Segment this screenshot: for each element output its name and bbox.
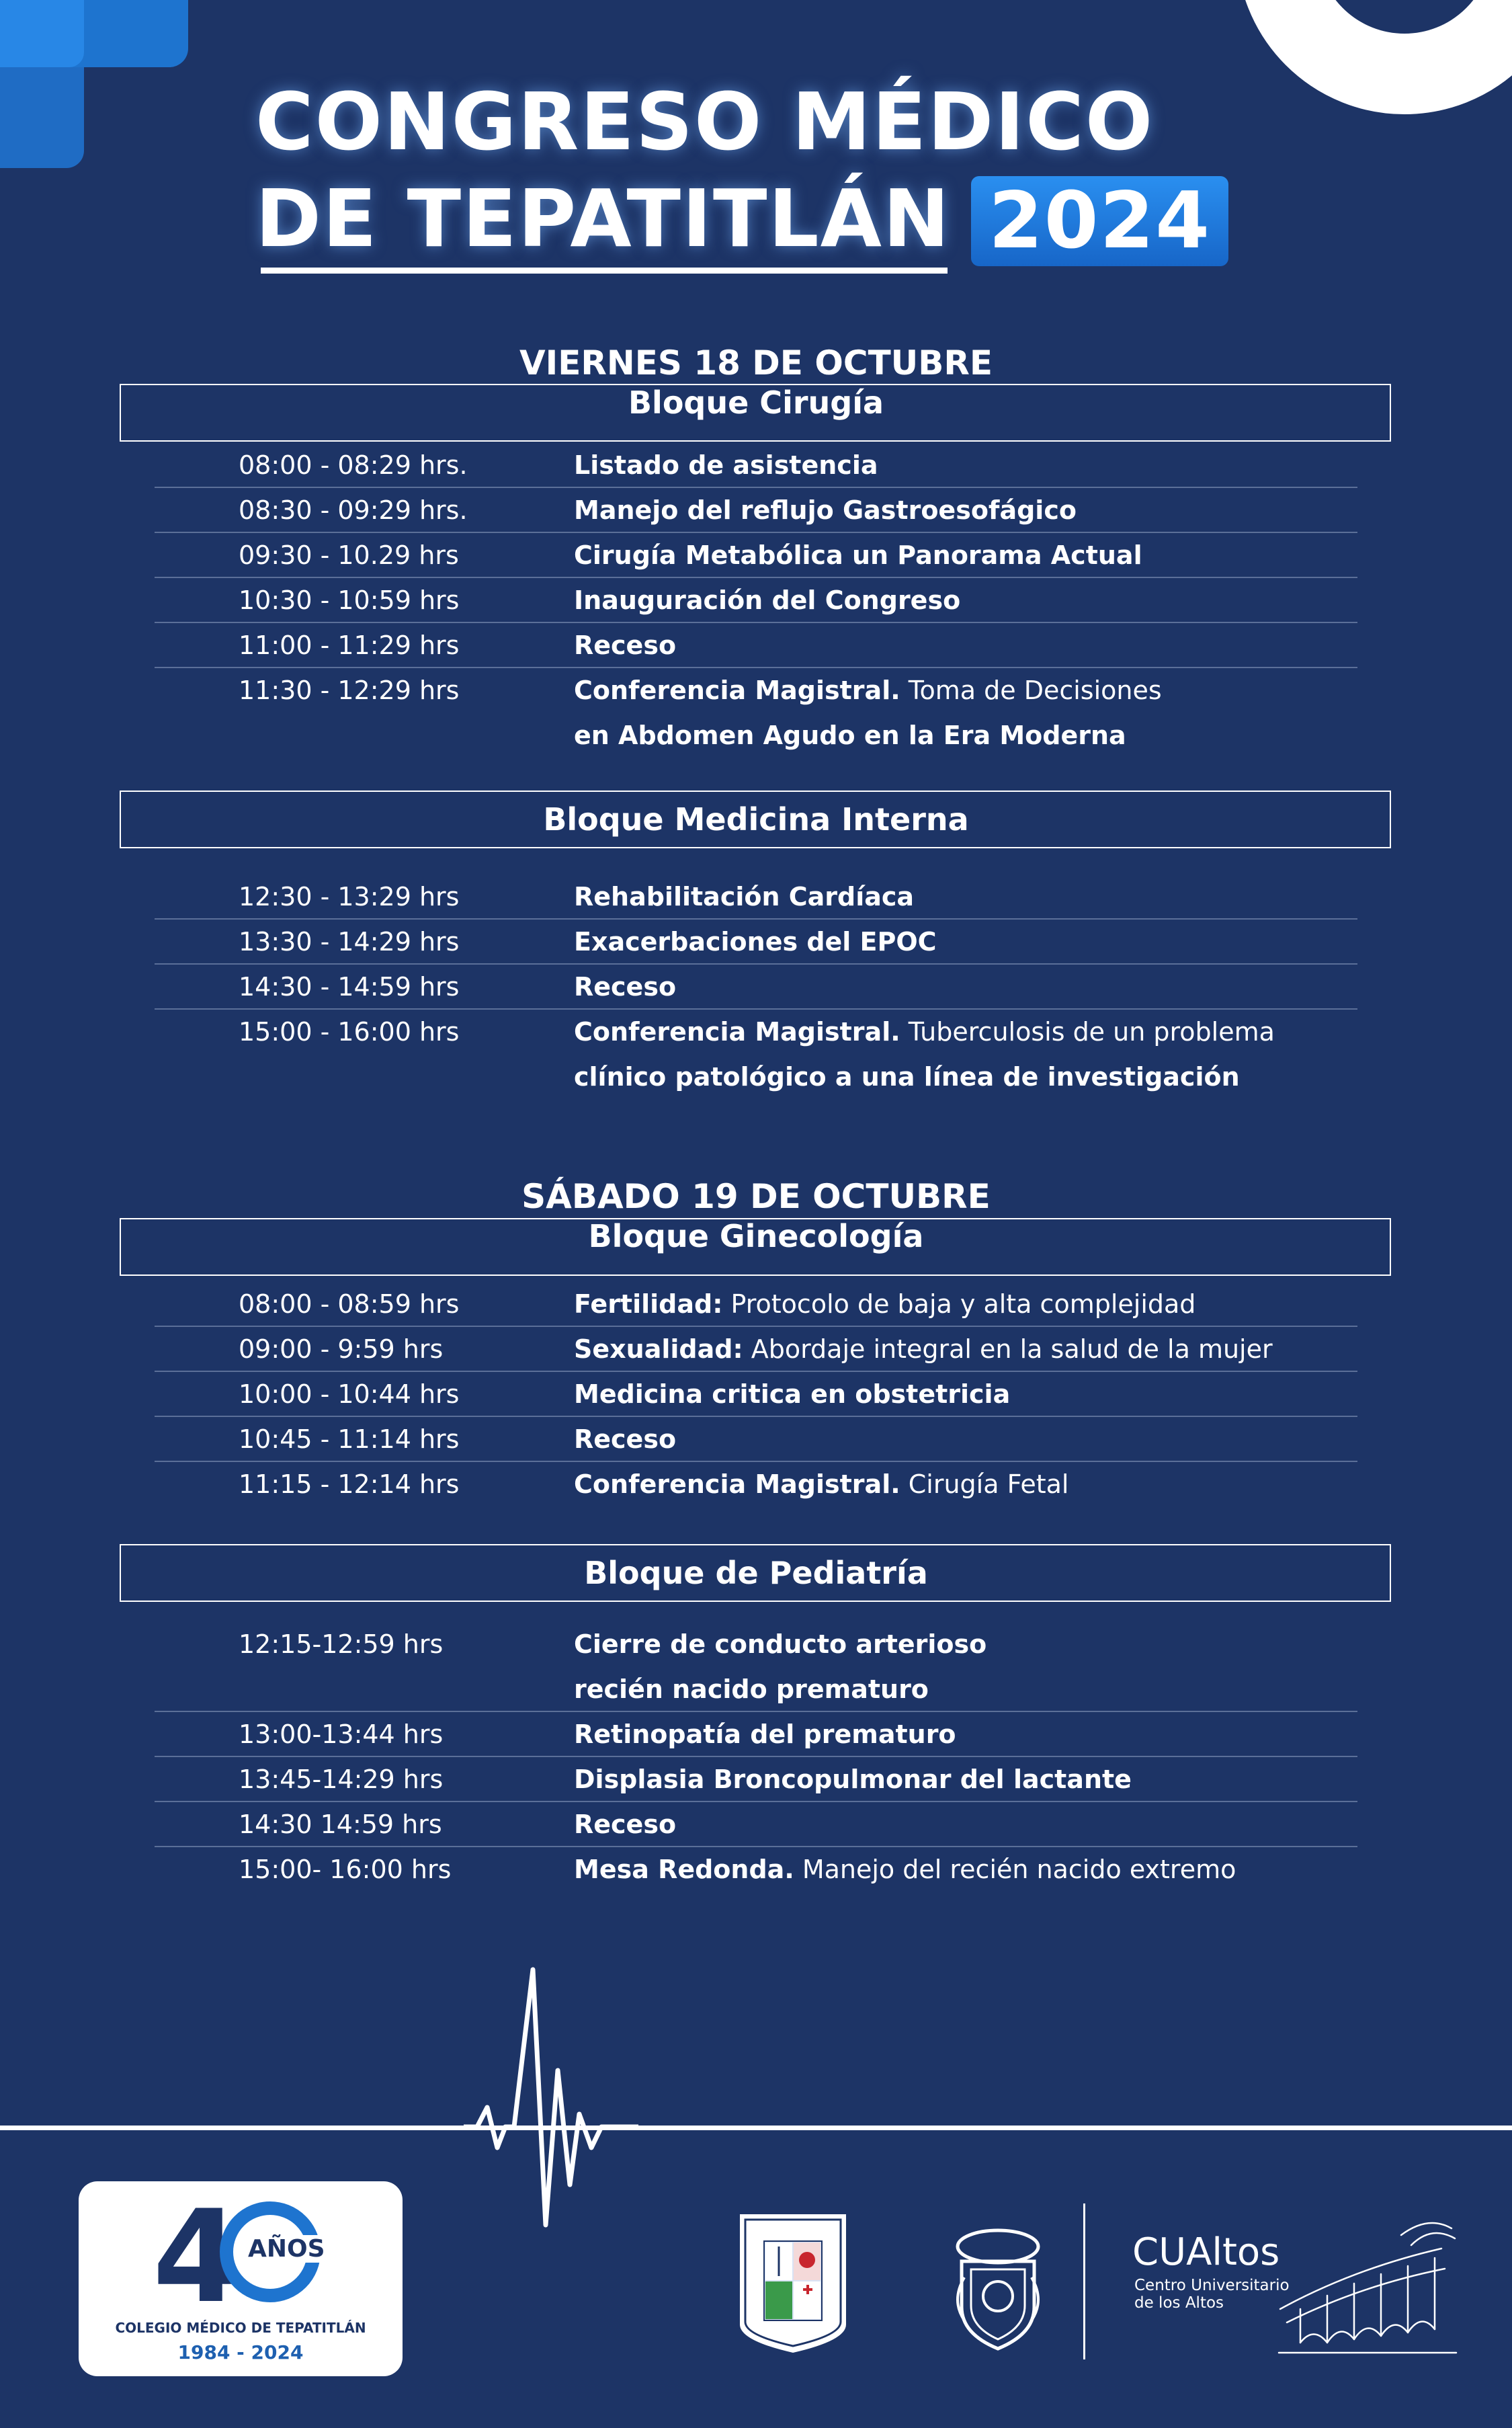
cualtos-subtitle: Centro Universitario bbox=[1134, 2277, 1290, 2294]
corner-square-decoration bbox=[0, 0, 84, 67]
schedule-row bbox=[155, 1462, 1357, 1507]
anniversary-label: COLEGIO MÉDICO DE TEPATITLÁN bbox=[115, 2320, 366, 2336]
udg-crest-icon bbox=[944, 2226, 1052, 2354]
row-talk: Rehabilitación Cardíaca bbox=[574, 882, 915, 912]
schedule-row bbox=[155, 1372, 1357, 1417]
row-time: 13:45-14:29 hrs bbox=[239, 1765, 444, 1794]
row-time: 08:00 - 08:59 hrs bbox=[239, 1289, 460, 1319]
schedule-row bbox=[155, 965, 1357, 1010]
row-time: 11:15 - 12:14 hrs bbox=[239, 1469, 460, 1499]
day-title: VIERNES 18 DE OCTUBRE bbox=[519, 343, 993, 382]
schedule-row bbox=[155, 920, 1357, 965]
row-talk: Fertilidad: Protocolo de baja y alta complejidad bbox=[574, 1289, 1196, 1319]
row-talk: Exacerbaciones del EPOC bbox=[574, 927, 937, 957]
heartbeat-icon bbox=[464, 1963, 638, 2232]
corner-ring-decoration bbox=[1236, 0, 1512, 114]
row-time: 13:00-13:44 hrs bbox=[239, 1719, 444, 1749]
schedule-row bbox=[155, 1417, 1357, 1462]
row-talk: Cierre de conducto arterioso recién nacido prematuro bbox=[574, 1629, 987, 1704]
schedule-row bbox=[155, 578, 1357, 623]
row-talk: Conferencia Magistral. Tuberculosis de un problema clínico patológico a una línea de investigación bbox=[574, 1017, 1275, 1092]
row-talk: Receso bbox=[574, 1424, 677, 1454]
schedule-row bbox=[155, 1622, 1357, 1712]
schedule-row bbox=[155, 1282, 1357, 1327]
schedule-row bbox=[155, 623, 1357, 668]
row-time: 15:00 - 16:00 hrs bbox=[239, 1017, 460, 1047]
row-time: 10:45 - 11:14 hrs bbox=[239, 1424, 460, 1454]
row-talk: Inauguración del Congreso bbox=[574, 585, 961, 615]
row-talk: Mesa Redonda. Manejo del recién nacido extremo bbox=[574, 1855, 1236, 1884]
schedule-row bbox=[155, 533, 1357, 578]
row-time: 08:30 - 09:29 hrs. bbox=[239, 495, 468, 525]
row-talk: Receso bbox=[574, 1810, 677, 1839]
cualtos-building-icon bbox=[1273, 2208, 1462, 2363]
schedule-row bbox=[155, 875, 1357, 920]
row-time: 11:00 - 11:29 hrs bbox=[239, 631, 460, 660]
block-title: Bloque Cirugía bbox=[628, 385, 884, 421]
block-title: Bloque Medicina Interna bbox=[543, 801, 969, 838]
logo-divider bbox=[1083, 2203, 1085, 2359]
schedule-row bbox=[155, 1010, 1357, 1100]
poster-title-line1: CONGRESO MÉDICO bbox=[255, 75, 1154, 168]
row-time: 12:15-12:59 hrs bbox=[239, 1629, 444, 1659]
cualtos-subtitle: de los Altos bbox=[1134, 2294, 1224, 2312]
title-underline bbox=[261, 268, 948, 274]
row-talk: Retinopatía del prematuro bbox=[574, 1719, 956, 1749]
row-talk: Displasia Broncopulmonar del lactante bbox=[574, 1765, 1132, 1794]
anniversary-anos: AÑOS bbox=[245, 2235, 328, 2263]
block-title: Bloque de Pediatría bbox=[584, 1555, 928, 1591]
row-time: 08:00 - 08:29 hrs. bbox=[239, 450, 468, 480]
row-time: 13:30 - 14:29 hrs bbox=[239, 927, 460, 957]
poster-title-line2: DE TEPATITLÁN bbox=[255, 172, 951, 265]
row-time: 14:30 14:59 hrs bbox=[239, 1810, 442, 1839]
row-talk: Listado de asistencia bbox=[574, 450, 878, 480]
row-time: 12:30 - 13:29 hrs bbox=[239, 882, 460, 912]
anniversary-number: 4 bbox=[153, 2183, 242, 2331]
row-time: 09:00 - 9:59 hrs bbox=[239, 1334, 444, 1364]
row-time: 09:30 - 10.29 hrs bbox=[239, 540, 459, 570]
year-badge: 2024 bbox=[971, 176, 1228, 266]
schedule-row bbox=[155, 443, 1357, 488]
row-time: 15:00- 16:00 hrs bbox=[239, 1855, 452, 1884]
row-time: 11:30 - 12:29 hrs bbox=[239, 676, 460, 705]
schedule-row bbox=[155, 488, 1357, 533]
anniversary-logo bbox=[79, 2181, 403, 2376]
day-title: SÁBADO 19 DE OCTUBRE bbox=[521, 1177, 991, 1216]
row-time: 14:30 - 14:59 hrs bbox=[239, 972, 460, 1002]
row-talk: Cirugía Metabólica un Panorama Actual bbox=[574, 540, 1142, 570]
schedule-row bbox=[155, 1712, 1357, 1757]
row-talk: Receso bbox=[574, 972, 677, 1002]
row-talk: Conferencia Magistral. Toma de Decisiones en Abdomen Agudo en la Era Moderna bbox=[574, 676, 1162, 750]
schedule-row bbox=[155, 668, 1357, 758]
block-title: Bloque Ginecología bbox=[588, 1218, 924, 1254]
row-talk: Manejo del reflujo Gastroesofágico bbox=[574, 495, 1077, 525]
row-talk: Conferencia Magistral. Cirugía Fetal bbox=[574, 1469, 1069, 1499]
schedule-row bbox=[155, 1847, 1357, 1892]
cualtos-name: CUAltos bbox=[1132, 2230, 1280, 2274]
footer-line bbox=[0, 2126, 1512, 2130]
schedule-row bbox=[155, 1327, 1357, 1372]
anniversary-years: 1984 - 2024 bbox=[177, 2341, 304, 2363]
row-time: 10:30 - 10:59 hrs bbox=[239, 585, 460, 615]
row-talk: Receso bbox=[574, 631, 677, 660]
schedule-row bbox=[155, 1802, 1357, 1847]
row-talk: Medicina critica en obstetricia bbox=[574, 1379, 1011, 1409]
row-talk: Sexualidad: Abordaje integral en la salud de la mujer bbox=[574, 1334, 1273, 1364]
row-time: 10:00 - 10:44 hrs bbox=[239, 1379, 460, 1409]
colegio-medico-crest-icon bbox=[736, 2212, 850, 2355]
schedule-row bbox=[155, 1757, 1357, 1802]
